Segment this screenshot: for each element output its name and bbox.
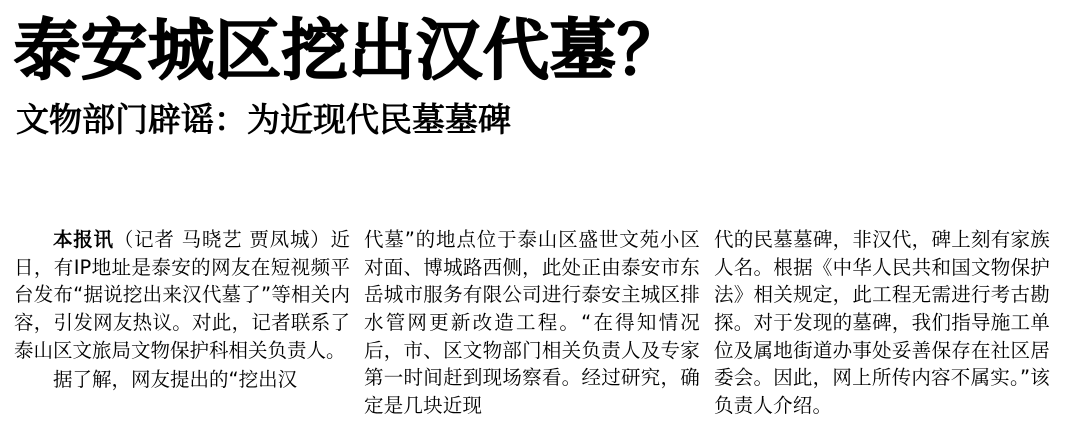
article-column-1	[14, 226, 364, 420]
paragraph	[14, 226, 350, 364]
article-column-2	[364, 226, 714, 420]
article-subheadline: 文物部门辟谣：为近现代民墓墓碑	[16, 100, 511, 139]
paragraph-text: 据了解，网友提出的“挖出汉	[53, 368, 298, 392]
paragraph-text: （记者 马晓艺 贾凤城）近日，有IP地址是泰安的网友在短视频平台发布“据说挖出来汉代墓了”等相关内容，引发网友热议。对此，记者联系了泰山区文旅局文物保护科相关负责人。	[14, 228, 350, 362]
paragraph	[364, 226, 700, 420]
article-body-columns	[14, 226, 1066, 420]
paragraph-text: 代墓”的地点位于泰山区盛世文苑小区对面、博城路西侧，此处正由泰安市东岳城市服务有限公司进行泰安主城区排水管网更新改造工程。“在得知情况后，市、区文物部门相关负责人及专家第一时间赶到现场察看。经过研究，确定是几块近现	[364, 228, 700, 418]
article-column-3	[714, 226, 1064, 420]
paragraph	[14, 366, 350, 394]
lead-in-text: 本报讯	[53, 228, 114, 251]
paragraph-text: 代的民墓墓碑，非汉代，碑上刻有家族人名。根据《中华人民共和国文物保护法》相关规定，此工程无需进行考古勘探。对于发现的墓碑，我们指导施工单位及属地街道办事处妥善保存在社区居委会。因此，网上所传内容不属实。”该负责人介绍。	[714, 228, 1050, 418]
newspaper-article-page	[0, 12, 1080, 434]
paragraph	[714, 226, 1050, 420]
page-title: 泰安城区挖出汉代墓？	[14, 12, 684, 89]
